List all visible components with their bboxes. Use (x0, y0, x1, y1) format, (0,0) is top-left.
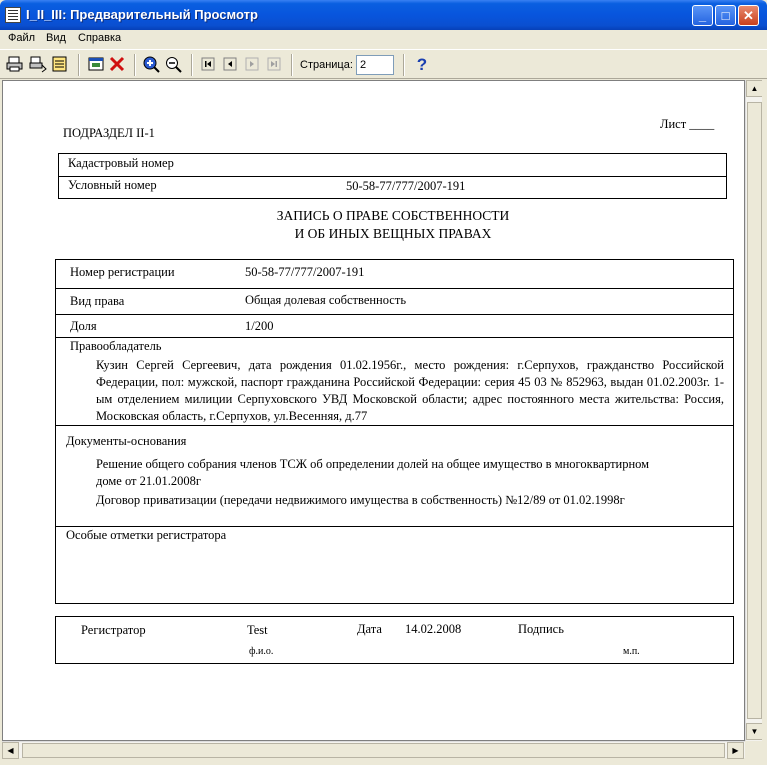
scrollbar-corner (745, 741, 762, 758)
holder-text: Кузин Сергей Сергеевич, дата рождения 01.02.1956г., место рождения: г.Серпухов, гражданство Российской Федерации, пол: мужской, паспорт гражданина Российской Федерации: серия 45 03 № 852963, выдан 01.02.2003г. 1-ым отделением милиции Серпуховского УВД Московской области; адрес постоянного места жительства: Россия, Московская область, г.Серпухов, ул.Весенняя, д.77 (96, 358, 724, 423)
registrar-value: Test (247, 623, 268, 637)
print-icon[interactable] (5, 55, 25, 75)
window-title: I_II_III: Предварительный Просмотр (26, 7, 258, 22)
cadastral-label: Кадастровый номер (68, 156, 174, 170)
divider (55, 337, 734, 338)
notes-label: Особые отметки регистратора (66, 528, 227, 542)
export-icon[interactable] (50, 55, 70, 75)
first-page-icon[interactable] (198, 55, 218, 75)
toolbar-separator (191, 54, 193, 76)
share-value: 1/200 (245, 319, 274, 333)
sheet-label: Лист ____ (660, 117, 715, 131)
scroll-left-icon[interactable]: ◀ (2, 742, 19, 759)
prev-page-icon[interactable] (220, 55, 240, 75)
divider (55, 526, 734, 527)
record-heading-line2: И ОБ ИНЫХ ВЕЩНЫХ ПРАВАХ (294, 226, 492, 241)
zoom-out-icon[interactable] (163, 55, 183, 75)
stamp-label: м.п. (623, 646, 640, 657)
help-icon[interactable]: ? (416, 55, 428, 74)
app-icon (5, 7, 21, 23)
scroll-right-icon[interactable]: ▶ (727, 742, 744, 759)
vertical-scroll-thumb[interactable] (747, 102, 762, 719)
title-bar[interactable] (0, 0, 767, 30)
window-edge (762, 80, 767, 760)
reg-number-value: 50-58-77/777/2007-191 (245, 265, 365, 279)
divider (58, 176, 727, 177)
conditional-value: 50-58-77/777/2007-191 (346, 179, 466, 193)
minimize-button[interactable]: _ (692, 5, 713, 26)
registrar-label: Регистратор (81, 623, 146, 637)
document-2: Договор приватизации (передачи недвижимого имущества в собственность) №12/89 от 01.02.1998г (96, 493, 625, 507)
conditional-label: Условный номер (68, 178, 157, 192)
divider (55, 314, 734, 315)
document-1: Решение общего собрания членов ТСЖ об определении долей на общее имущество в многоквартирном доме от 21.01.2008г (96, 457, 650, 488)
menu-view[interactable]: Вид (46, 32, 66, 44)
date-label: Дата (357, 622, 382, 636)
next-page-icon[interactable] (242, 55, 262, 75)
toolbar-separator (78, 54, 80, 76)
toolbar-separator (291, 54, 293, 76)
menu-bar (0, 30, 767, 48)
close-button[interactable]: ✕ (738, 5, 759, 26)
scroll-down-icon[interactable]: ▼ (746, 723, 763, 740)
menu-file[interactable]: Файл (8, 32, 36, 44)
right-type-label: Вид права (70, 294, 125, 308)
toolbar-separator (134, 54, 136, 76)
maximize-button[interactable]: □ (715, 5, 736, 26)
page-number-input[interactable] (356, 55, 394, 75)
documents-label: Документы-основания (66, 434, 187, 448)
print-setup-icon[interactable] (28, 55, 48, 75)
signature-label: Подпись (518, 622, 564, 636)
record-heading-line1: ЗАПИСЬ О ПРАВЕ СОБСТВЕННОСТИ (276, 208, 510, 223)
close-preview-icon[interactable] (107, 55, 127, 75)
divider (55, 288, 734, 289)
scroll-up-icon[interactable]: ▲ (746, 80, 763, 97)
holder-label: Правообладатель (70, 339, 162, 353)
menu-help[interactable]: Справка (78, 32, 122, 44)
horizontal-scrollbar[interactable] (2, 741, 745, 758)
toolbar-separator (403, 54, 405, 76)
zoom-in-icon[interactable] (141, 55, 161, 75)
subsection-title: ПОДРАЗДЕЛ II-1 (63, 126, 155, 140)
page-setup-icon[interactable] (86, 55, 106, 75)
reg-number-label: Номер регистрации (70, 265, 175, 279)
divider (55, 425, 734, 426)
right-type-value: Общая долевая собственность (245, 293, 407, 307)
share-label: Доля (70, 319, 97, 333)
rights-table (55, 259, 734, 604)
date-value: 14.02.2008 (405, 622, 462, 636)
horizontal-scroll-thumb[interactable] (22, 743, 725, 758)
vertical-scrollbar[interactable] (745, 80, 762, 741)
preview-page (2, 80, 745, 741)
toolbar (0, 49, 767, 79)
page-label: Страница: (300, 59, 353, 71)
last-page-icon[interactable] (264, 55, 284, 75)
fio-label: ф.и.о. (249, 646, 274, 657)
